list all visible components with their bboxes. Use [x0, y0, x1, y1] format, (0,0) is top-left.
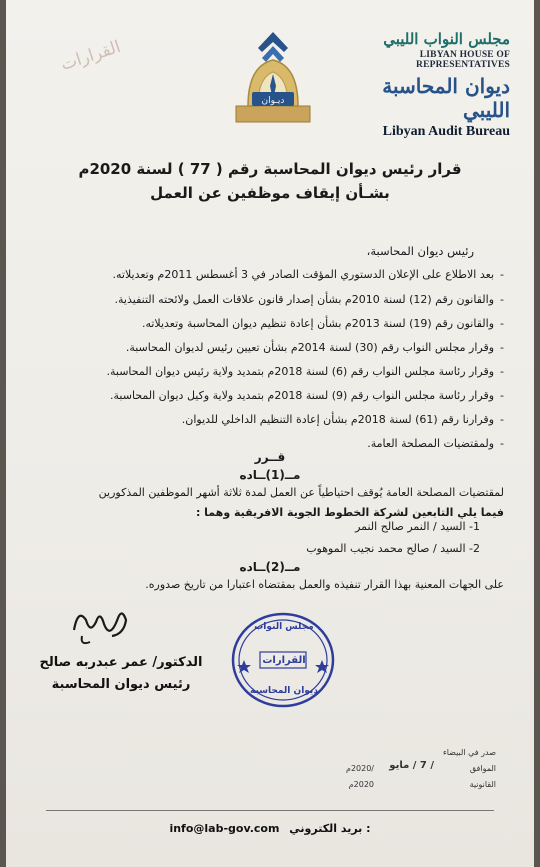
- signature-scribble-icon: [64, 600, 134, 650]
- letterhead: [360, 30, 510, 140]
- preamble-item: -والقانون رقم (12) لسنة 2010م بشأن إصدار قانون علاقات العمل ولائحته التنفيذية.: [114, 293, 504, 306]
- official-date-label: القانونية: [469, 780, 496, 789]
- issued-date-value: / 7 / مايو: [389, 760, 434, 771]
- council-name-ar: مجلس النواب الليبي: [383, 30, 510, 48]
- preamble-item: -والقانون رقم (19) لسنة 2013م بشأن إعادة تنظيم ديوان المحاسبة وتعديلاته.: [141, 317, 504, 330]
- header-stamp: القرارات: [58, 36, 124, 76]
- preamble-item: -وقرار مجلس النواب رقم (30) لسنة 2014م بشأن تعيين رئيس لديوان المحاسبة.: [125, 341, 504, 354]
- article-2-heading: مــ(2)ــاده: [239, 560, 301, 574]
- signatory-name: الدكتور/ عمر عبدربه صالح: [39, 655, 203, 670]
- decided-heading: قــرر: [254, 450, 286, 464]
- preamble-item: -وقرار رئاسة مجلس النواب رقم (9) لسنة 2018م بتمديد ولاية وكيل ديوان المحاسبة.: [110, 389, 504, 402]
- seal-bottom-text: ديوان المحاسبة: [250, 686, 318, 696]
- preamble-item: -وقرارنا رقم (61) لسنة 2018م بشأن إعادة التنظيم الداخلي للديوان.: [181, 413, 504, 426]
- signatory-title: رئيس ديوان المحاسبة: [51, 677, 191, 692]
- suspended-employee: 1- السيد / النمر صالح النمر: [355, 520, 480, 533]
- footer-email-label: بريد الكتروني :: [289, 822, 371, 835]
- article-1-text: لمقتضيات المصلحة العامة يُوقف احتياطياً عن العمل لمدة ثلاثة أشهر الموظفين المذكورين: [98, 486, 504, 499]
- suspended-employee: 2- السيد / صالح محمد نجيب الموهوب: [306, 542, 480, 555]
- decree-subject: بشـأن إيقاف موظفين عن العمل: [150, 184, 390, 202]
- preamble-item: -وقرار رئاسة مجلس النواب رقم (6) لسنة 2018م بتمديد ولاية رئيس ديوان المحاسبة.: [106, 365, 504, 378]
- decree-title: قرار رئيس ديوان المحاسبة رقم ( 77 ) لسنة 2020م: [78, 160, 462, 178]
- article-2-text: على الجهات المعنية بهذا القرار تنفيذه والعمل بمقتضاه اعتبارا من تاريخ صدوره.: [145, 578, 504, 591]
- official-date-year: 2020م: [348, 780, 374, 789]
- bureau-name-en: Libyan Audit Bureau: [382, 124, 510, 139]
- issued-date-year: /2020م: [345, 764, 374, 773]
- footer-contact: [6, 822, 534, 835]
- preamble-item: -ولمقتضيات المصلحة العامة.: [367, 437, 504, 450]
- seal-top-text: مجلس النواب: [254, 622, 314, 632]
- addressee: رئيس ديوان المحاسبة،: [366, 244, 474, 258]
- article-1-heading: مــ(1)ــاده: [239, 468, 301, 482]
- preamble-item: -بعد الاطلاع على الإعلان الدستوري المؤقت الصادر في 3 أغسطس 2011م وتعديلاته.: [112, 268, 504, 281]
- council-name-en: LIBYAN HOUSE OF REPRESENTATIVES: [416, 50, 510, 70]
- issued-place: صدر في البيضاء: [442, 748, 496, 757]
- article-1-text: فيما يلي التابعين لشركة الخطوط الجوية الافريقية وهما :: [195, 506, 504, 519]
- footer-email[interactable]: info@lab-gov.com: [169, 822, 280, 835]
- seal-center-text: القرارات: [262, 655, 306, 666]
- decree-page: [6, 0, 534, 867]
- issued-date-label: الموافق: [469, 764, 496, 773]
- audit-bureau-logo-icon: [228, 26, 318, 126]
- logo-text: ديـوان: [261, 96, 285, 106]
- bureau-name-ar: ديوان المحاسبة الليبي: [382, 74, 510, 122]
- footer-divider: [46, 810, 494, 811]
